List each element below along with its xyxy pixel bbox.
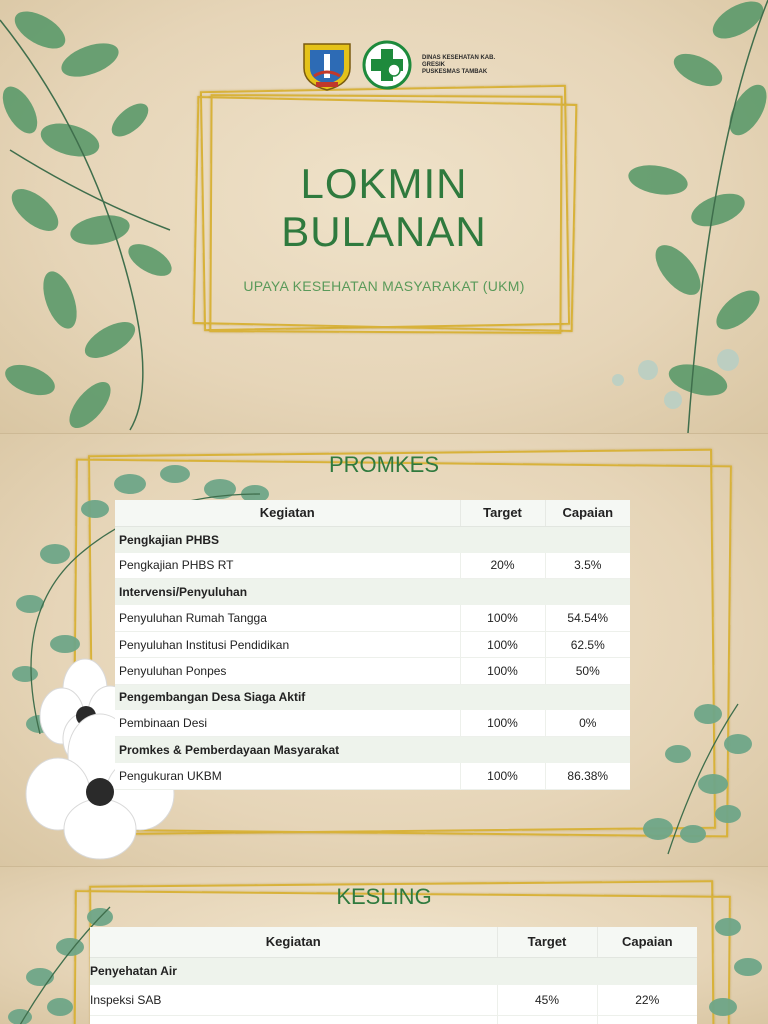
group-row bbox=[115, 526, 630, 552]
organization-name bbox=[422, 55, 495, 76]
activity-name: Pengkajian PHBS RT bbox=[115, 553, 460, 579]
group-label: Penyehatan Air bbox=[90, 957, 697, 985]
cover-slide bbox=[0, 0, 768, 433]
capaian-value: 62.5% bbox=[545, 631, 630, 657]
capaian-value: 50% bbox=[545, 658, 630, 684]
activity-name: Pengukuran UKBM bbox=[115, 763, 460, 789]
activity-name: Penyuluhan Ponpes bbox=[115, 658, 460, 684]
activity-name: Inspeksi SAB bbox=[90, 985, 497, 1015]
column-header-target: Target bbox=[460, 500, 545, 526]
column-header-capaian: Capaian bbox=[545, 500, 630, 526]
target-value: 100% bbox=[460, 631, 545, 657]
group-label: Pengembangan Desa Siaga Aktif bbox=[115, 684, 630, 710]
title-line: LOKMIN bbox=[300, 160, 468, 207]
target-value: 100% bbox=[460, 605, 545, 631]
column-header-kegiatan: Kegiatan bbox=[115, 500, 460, 526]
target-value: 20% bbox=[460, 553, 545, 579]
activity-name: Penyuluhan Institusi Pendidikan bbox=[115, 631, 460, 657]
org-line: PUSKESMAS TAMBAK bbox=[422, 68, 488, 75]
capaian-value: 0% bbox=[545, 710, 630, 736]
subtitle: UPAYA KESEHATAN MASYARAKAT (UKM) bbox=[243, 278, 525, 294]
capaian-value: 86.38% bbox=[545, 763, 630, 789]
table-row bbox=[115, 710, 630, 736]
target-value: 100% bbox=[460, 710, 545, 736]
promkes-table bbox=[115, 500, 630, 790]
gresik-regency-logo bbox=[300, 38, 354, 92]
main-title bbox=[0, 160, 768, 256]
table-row bbox=[90, 1015, 697, 1024]
section-title: KESLING bbox=[336, 884, 432, 909]
group-label: Promkes & Pemberdayaan Masyarakat bbox=[115, 737, 630, 763]
title-line: BULANAN bbox=[281, 208, 487, 255]
table-row bbox=[115, 553, 630, 579]
org-line: GRESIK bbox=[422, 61, 446, 68]
activity-name: Pembinaan Desi bbox=[115, 710, 460, 736]
group-row bbox=[115, 684, 630, 710]
eucalyptus-decoration-right bbox=[618, 434, 768, 866]
target-value: 45% bbox=[497, 985, 597, 1015]
table-header-row bbox=[90, 927, 697, 957]
table-row bbox=[90, 985, 697, 1015]
table-row bbox=[115, 605, 630, 631]
section-title: PROMKES bbox=[328, 452, 440, 477]
group-label: Intervensi/Penyuluhan bbox=[115, 579, 630, 605]
group-row bbox=[90, 957, 697, 985]
puskesmas-logo bbox=[362, 40, 412, 90]
kesling-slide bbox=[0, 866, 768, 1024]
promkes-slide bbox=[0, 433, 768, 866]
capaian-value: 3.5% bbox=[545, 553, 630, 579]
group-label: Pengkajian PHBS bbox=[115, 526, 630, 552]
org-line: DINAS KESEHATAN KAB. bbox=[422, 54, 496, 61]
column-header-kegiatan: Kegiatan bbox=[90, 927, 497, 957]
capaian-value: 54.54% bbox=[545, 605, 630, 631]
table-row bbox=[115, 658, 630, 684]
kesling-table bbox=[90, 927, 697, 1024]
group-row bbox=[115, 579, 630, 605]
logo-group bbox=[300, 38, 495, 92]
capaian-value: 22% bbox=[597, 985, 697, 1015]
target-value: 100% bbox=[460, 658, 545, 684]
table-row bbox=[115, 763, 630, 789]
table-header-row bbox=[115, 500, 630, 526]
activity-name: Penyuluhan Rumah Tangga bbox=[115, 605, 460, 631]
column-header-target: Target bbox=[497, 927, 597, 957]
group-row bbox=[115, 737, 630, 763]
target-value: 100% bbox=[460, 763, 545, 789]
table-row bbox=[115, 631, 630, 657]
column-header-capaian: Capaian bbox=[597, 927, 697, 957]
